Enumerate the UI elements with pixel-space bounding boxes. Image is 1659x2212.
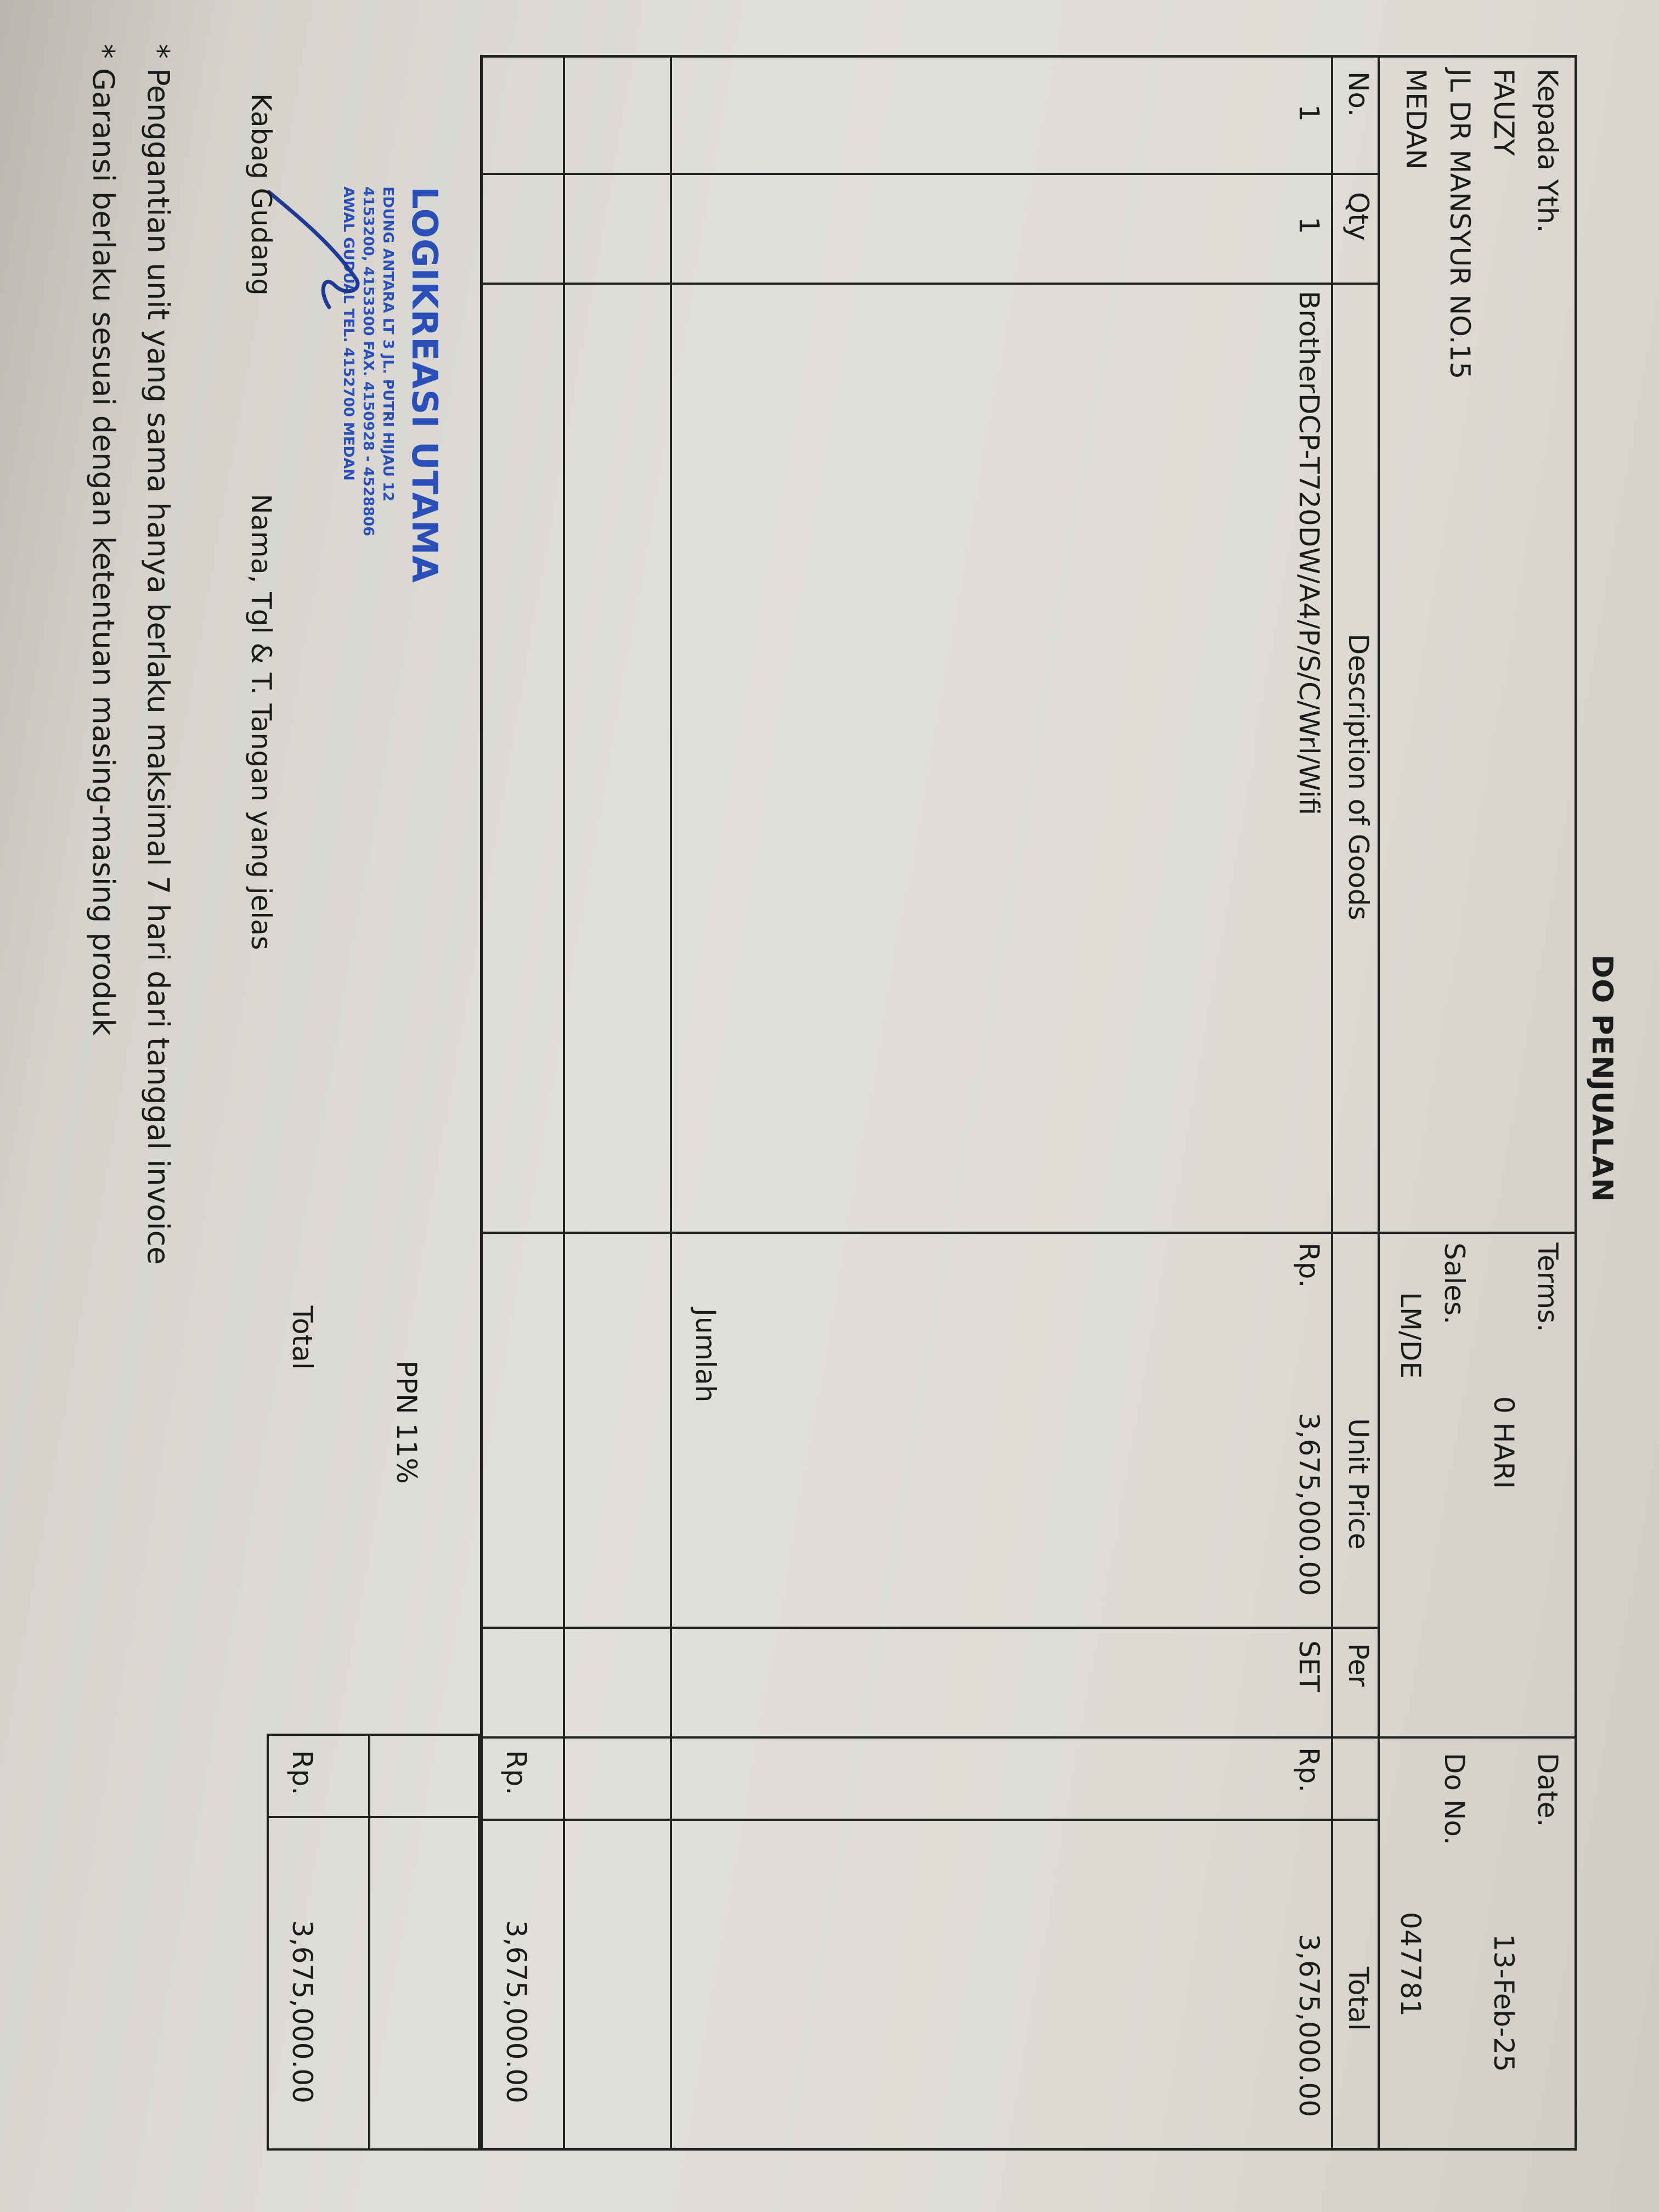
summary-currency-divider [269, 1816, 480, 1818]
stamp-address-line-3: AWAL GUDUAL TEL. 4152700 MEDAN [340, 187, 357, 481]
row-no: 1 [1293, 104, 1325, 122]
terms-label: Terms. [1532, 1243, 1564, 1333]
total-value: 3,675,000.00 [286, 1920, 318, 2103]
summary-left-edge [269, 1734, 480, 1736]
col-header-unit-price: Unit Price [1342, 1418, 1374, 1550]
total-label: Total [286, 1306, 318, 1370]
col-line-unit [480, 1627, 1380, 1629]
stamp-address-line-2: 4153200, 4153300 FAX. 4150928 - 4528806 [360, 187, 376, 537]
col-header-total: Total [1342, 1967, 1374, 2031]
terms-value: 0 HARI [1488, 1396, 1520, 1489]
note-warranty-policy: * Garansi berlaku sesuai dengan ketentuan masing-masing produk [86, 44, 121, 1036]
stamp-company-name: LOGIKREASI UTAMA [404, 187, 444, 583]
recipient-label: Kepada Yth. [1532, 69, 1564, 233]
recipient-name: FAUZY [1488, 69, 1520, 156]
date-value: 13-Feb-25 [1488, 1934, 1520, 2072]
row-total-currency: Rp. [1293, 1747, 1325, 1793]
col-header-description: Description of Goods [1342, 634, 1374, 921]
note-replacement-policy: * Penggantian unit yang sama hanya berlaku maksimal 7 hari dari tanggal invoice [141, 44, 176, 1265]
row-divider-1 [670, 58, 672, 2148]
total-currency: Rp. [286, 1750, 318, 1796]
jumlah-label: Jumlah [690, 1308, 721, 1403]
summary-line-3 [267, 1734, 269, 2151]
header-divider [1378, 58, 1380, 2148]
col-line-currency [480, 1819, 1380, 1821]
ppn-label: PPN 11% [391, 1361, 422, 1484]
do-number-label: Do No. [1438, 1753, 1470, 1845]
summary-line-2 [368, 1734, 370, 2151]
row-per: SET [1293, 1640, 1325, 1692]
do-number-value: 047781 [1395, 1912, 1426, 2017]
sales-label: Sales. [1438, 1243, 1470, 1324]
row-total: 3,675,000.00 [1293, 1934, 1325, 2117]
row-divider-2 [563, 58, 565, 2148]
summary-right-edge [269, 2148, 480, 2151]
col-line-per [480, 1736, 1575, 1739]
jumlah-value: 3,675,000.00 [500, 1920, 532, 2103]
recipient-city: MEDAN [1400, 69, 1432, 170]
col-header-no: No. [1342, 71, 1374, 117]
col-header-per: Per [1342, 1643, 1374, 1687]
row-description: BrotherDCP-T720DW/A4/P/S/C/Wrl/Wifi [1293, 291, 1325, 816]
document-frame [480, 55, 1577, 2151]
col-line-no [480, 173, 1380, 175]
col-header-qty: Qty [1342, 192, 1374, 241]
date-label: Date. [1532, 1753, 1564, 1827]
col-line-qty [480, 283, 1380, 285]
recipient-address: JL DR MANSYUR NO.15 [1444, 69, 1476, 380]
signature-instruction: Nama, Tgl & T. Tangan yang jelas [245, 494, 277, 950]
jumlah-currency: Rp. [500, 1750, 532, 1796]
summary-line-1 [478, 1734, 480, 2151]
sales-value: LM/DE [1395, 1292, 1426, 1379]
delivery-order-document [33, 22, 1624, 2189]
row-unit-price: 3,675,000.00 [1293, 1413, 1325, 1596]
signature-role: Kabag Gudang [245, 93, 277, 296]
col-line-desc [480, 1232, 1575, 1234]
document-title: DO PENJUALAN [1585, 955, 1618, 1203]
row-unit-currency: Rp. [1293, 1243, 1325, 1288]
column-header-divider [1331, 58, 1333, 2148]
row-qty: 1 [1293, 217, 1325, 234]
stamp-address-line-1: EDUNG ANTARA LT 3 JL. PUTRI HIJAU 12 [380, 187, 396, 502]
